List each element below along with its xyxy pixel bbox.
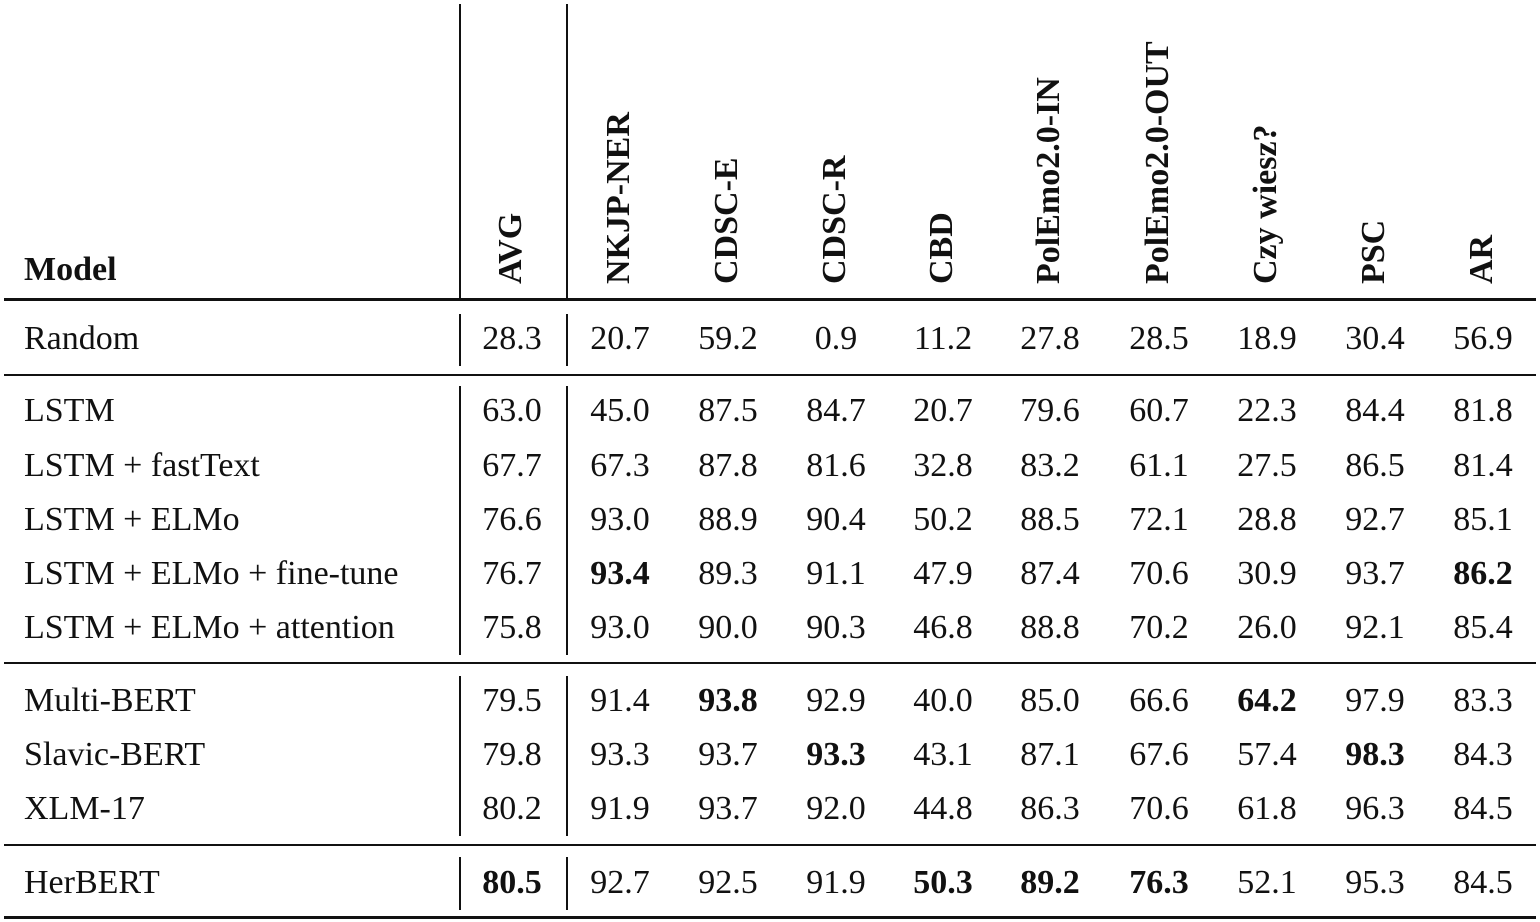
table-cell: 93.7: [698, 736, 758, 773]
table-cell: 72.1: [1129, 501, 1189, 538]
row-model-label: Random: [24, 320, 140, 357]
table-cell: 93.0: [590, 501, 650, 538]
table-cell: 28.8: [1237, 501, 1297, 538]
table-cell: 61.1: [1129, 447, 1189, 484]
table-cell: 93.3: [806, 736, 866, 773]
table-cell: 90.4: [806, 501, 866, 538]
column-header-ar: AR: [1463, 234, 1500, 284]
table-cell: 89.2: [1020, 864, 1080, 901]
table-cell: 93.3: [590, 736, 650, 773]
table-cell: 45.0: [590, 392, 650, 429]
table-cell: 92.7: [1345, 501, 1405, 538]
table-cell: 86.3: [1020, 790, 1080, 827]
vertical-rule: [566, 4, 568, 298]
table-cell: 87.4: [1020, 555, 1080, 592]
table-cell: 76.3: [1129, 864, 1189, 901]
table-cell: 52.1: [1237, 864, 1297, 901]
column-header-cdsc-r: CDSC-R: [816, 155, 853, 284]
table-cell: 86.5: [1345, 447, 1405, 484]
table-cell: 92.5: [698, 864, 758, 901]
table-cell: 26.0: [1237, 609, 1297, 646]
table-cell: 76.6: [482, 501, 542, 538]
table-cell: 91.9: [806, 864, 866, 901]
table-cell: 50.3: [913, 864, 973, 901]
table-cell: 93.4: [590, 555, 650, 592]
row-model-label: LSTM: [24, 392, 115, 429]
table-cell: 92.0: [806, 790, 866, 827]
table-cell: 84.3: [1453, 736, 1513, 773]
table-cell: 56.9: [1453, 320, 1513, 357]
table-cell: 66.6: [1129, 682, 1189, 719]
table-cell: 95.3: [1345, 864, 1405, 901]
table-cell: 46.8: [913, 609, 973, 646]
model-column-header: Model: [24, 251, 117, 288]
column-header-nkjp-ner: NKJP-NER: [600, 112, 637, 284]
table-cell: 83.3: [1453, 682, 1513, 719]
table-cell: 84.5: [1453, 790, 1513, 827]
vertical-rule: [566, 314, 568, 366]
table-cell: 83.2: [1020, 447, 1080, 484]
column-header-psc: PSC: [1355, 219, 1392, 284]
column-header-avg: AVG: [492, 212, 529, 284]
table-cell: 91.4: [590, 682, 650, 719]
column-header-cdsc-e: CDSC-E: [708, 157, 745, 284]
horizontal-rule: [4, 298, 1536, 301]
table-cell: 93.0: [590, 609, 650, 646]
column-header-cbd: CBD: [923, 212, 960, 284]
table-cell: 27.8: [1020, 320, 1080, 357]
row-model-label: LSTM + ELMo + attention: [24, 609, 395, 646]
column-header-polemo2-0-out: PolEmo2.0-OUT: [1139, 41, 1176, 284]
table-cell: 98.3: [1345, 736, 1405, 773]
table-cell: 88.5: [1020, 501, 1080, 538]
column-header-czy-wiesz: Czy wiesz?: [1247, 124, 1284, 284]
table-cell: 92.1: [1345, 609, 1405, 646]
table-cell: 76.7: [482, 555, 542, 592]
table-cell: 91.1: [806, 555, 866, 592]
table-cell: 28.5: [1129, 320, 1189, 357]
table-cell: 30.9: [1237, 555, 1297, 592]
table-cell: 67.3: [590, 447, 650, 484]
table-cell: 75.8: [482, 609, 542, 646]
table-cell: 32.8: [913, 447, 973, 484]
table-cell: 60.7: [1129, 392, 1189, 429]
table-cell: 89.3: [698, 555, 758, 592]
table-cell: 88.8: [1020, 609, 1080, 646]
table-cell: 87.1: [1020, 736, 1080, 773]
table-cell: 87.8: [698, 447, 758, 484]
table-cell: 93.7: [698, 790, 758, 827]
table-cell: 92.9: [806, 682, 866, 719]
table-cell: 86.2: [1453, 555, 1513, 592]
table-cell: 70.2: [1129, 609, 1189, 646]
vertical-rule: [459, 386, 461, 655]
table-cell: 22.3: [1237, 392, 1297, 429]
row-model-label: HerBERT: [24, 864, 160, 901]
table-cell: 81.6: [806, 447, 866, 484]
horizontal-rule: [4, 374, 1536, 376]
table-cell: 44.8: [913, 790, 973, 827]
column-header-polemo2-0-in: PolEmo2.0-IN: [1030, 77, 1067, 284]
table-cell: 63.0: [482, 392, 542, 429]
vertical-rule: [459, 857, 461, 910]
table-cell: 27.5: [1237, 447, 1297, 484]
table-cell: 20.7: [590, 320, 650, 357]
table-cell: 18.9: [1237, 320, 1297, 357]
table-cell: 80.2: [482, 790, 542, 827]
table-cell: 79.5: [482, 682, 542, 719]
table-cell: 97.9: [1345, 682, 1405, 719]
table-cell: 79.8: [482, 736, 542, 773]
horizontal-rule: [4, 662, 1536, 664]
table-cell: 93.8: [698, 682, 758, 719]
table-cell: 80.5: [482, 864, 542, 901]
table-cell: 20.7: [913, 392, 973, 429]
row-model-label: LSTM + ELMo: [24, 501, 240, 538]
table-cell: 87.5: [698, 392, 758, 429]
table-cell: 90.3: [806, 609, 866, 646]
table-cell: 28.3: [482, 320, 542, 357]
vertical-rule: [566, 386, 568, 655]
table-cell: 43.1: [913, 736, 973, 773]
table-cell: 30.4: [1345, 320, 1405, 357]
table-cell: 70.6: [1129, 790, 1189, 827]
table-cell: 50.2: [913, 501, 973, 538]
table-cell: 93.7: [1345, 555, 1405, 592]
table-cell: 61.8: [1237, 790, 1297, 827]
table-cell: 11.2: [913, 320, 973, 357]
table-cell: 96.3: [1345, 790, 1405, 827]
table-cell: 81.8: [1453, 392, 1513, 429]
vertical-rule: [459, 314, 461, 366]
table-cell: 92.7: [590, 864, 650, 901]
table-cell: 70.6: [1129, 555, 1189, 592]
table-cell: 67.7: [482, 447, 542, 484]
table-cell: 67.6: [1129, 736, 1189, 773]
horizontal-rule: [4, 916, 1536, 919]
table-cell: 91.9: [590, 790, 650, 827]
table-cell: 85.4: [1453, 609, 1513, 646]
table-cell: 84.5: [1453, 864, 1513, 901]
table-cell: 81.4: [1453, 447, 1513, 484]
table-cell: 47.9: [913, 555, 973, 592]
table-cell: 85.0: [1020, 682, 1080, 719]
vertical-rule: [566, 676, 568, 836]
row-model-label: XLM-17: [24, 790, 145, 827]
table-cell: 57.4: [1237, 736, 1297, 773]
vertical-rule: [459, 676, 461, 836]
table-cell: 40.0: [913, 682, 973, 719]
table-cell: 88.9: [698, 501, 758, 538]
vertical-rule: [459, 4, 461, 298]
table-cell: 90.0: [698, 609, 758, 646]
row-model-label: Slavic-BERT: [24, 736, 206, 773]
row-model-label: LSTM + fastText: [24, 447, 260, 484]
table-cell: 0.9: [814, 320, 858, 357]
horizontal-rule: [4, 844, 1536, 846]
table-cell: 84.7: [806, 392, 866, 429]
row-model-label: Multi-BERT: [24, 682, 196, 719]
table-cell: 59.2: [698, 320, 758, 357]
row-model-label: LSTM + ELMo + fine-tune: [24, 555, 399, 592]
table-cell: 85.1: [1453, 501, 1513, 538]
table-cell: 79.6: [1020, 392, 1080, 429]
table-cell: 84.4: [1345, 392, 1405, 429]
table-cell: 64.2: [1237, 682, 1297, 719]
vertical-rule: [566, 857, 568, 910]
